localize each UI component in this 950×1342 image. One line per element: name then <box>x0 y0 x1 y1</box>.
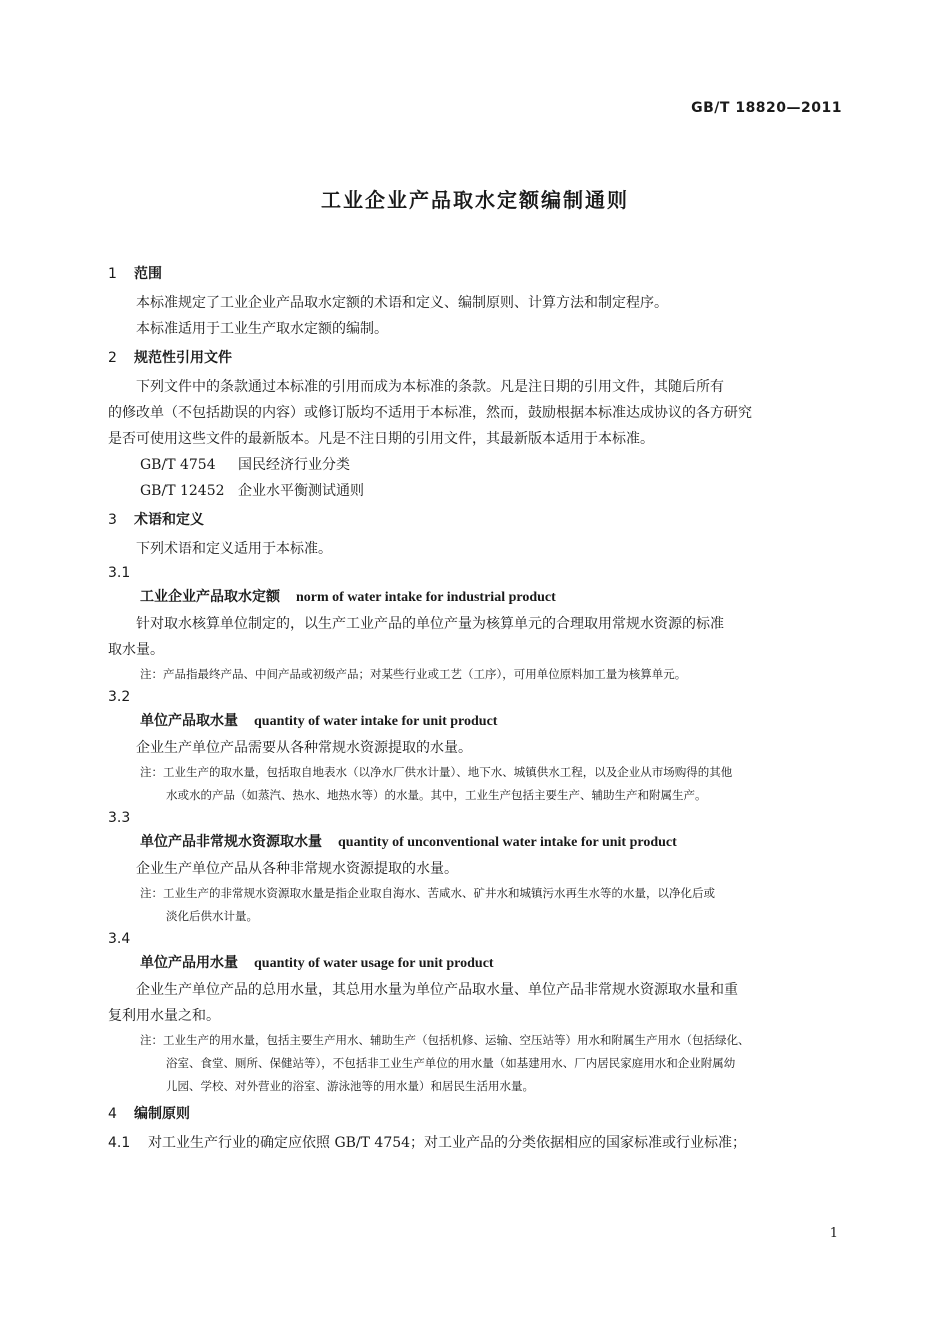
section-title: 规范性引用文件 <box>134 350 232 366</box>
term-chinese: 单位产品用水量 <box>140 955 238 971</box>
reference-item <box>108 478 843 504</box>
term-english: quantity of water intake for unit product <box>254 714 498 729</box>
standard-code: GB/T 18820—2011 <box>691 100 842 116</box>
term-note: 注：工业生产的取水量，包括取自地表水（以净水厂供水计量）、地下水、城镇供水工程，以及企业从市场购得的其他 <box>140 765 733 779</box>
term-definition: 企业生产单位产品的总用水量，其总用水量为单位产品取水量、单位产品非常规水资源取水量和重 <box>136 982 738 998</box>
term-note: 儿园、学校、对外营业的浴室、游泳池等的用水量）和居民生活用水量。 <box>166 1079 534 1093</box>
term-chinese: 单位产品取水量 <box>140 713 238 729</box>
term-english: quantity of unconventional water intake for unit product <box>338 835 677 850</box>
section-number: 2 <box>108 350 117 366</box>
term-note: 注：工业生产的非常规水资源取水量是指企业取自海水、苦咸水、矿井水和城镇污水再生水等的水量，以净化后或 <box>140 886 715 900</box>
term-number: 3.1 <box>108 565 131 581</box>
paragraph: 下列术语和定义适用于本标准。 <box>136 541 332 557</box>
term-chinese: 工业企业产品取水定额 <box>140 589 280 605</box>
term-definition: 取水量。 <box>108 642 164 658</box>
term-definition: 企业生产单位产品需要从各种常规水资源提取的水量。 <box>136 740 472 756</box>
page-number: 1 <box>829 1226 838 1241</box>
section-number: 4 <box>108 1106 117 1122</box>
clause-number: 4.1 <box>108 1135 131 1151</box>
term-heading <box>108 950 843 977</box>
term-note: 浴室、食堂、厕所、保健站等），不包括非工业生产单位的用水量（如基建用水、厂内居民家庭用水和企业附属幼 <box>166 1056 736 1070</box>
reference-code: GB/T 4754 <box>140 457 216 473</box>
term-note: 注：工业生产的用水量，包括主要生产用水、辅助生产（包括机修、运输、空压站等）用水和附属生产用水（包括绿化、 <box>140 1033 750 1047</box>
term-heading <box>108 829 843 856</box>
term-chinese: 单位产品非常规水资源取水量 <box>140 834 322 850</box>
term-english: norm of water intake for industrial product <box>296 590 556 605</box>
term-definition: 复利用水量之和。 <box>108 1008 220 1024</box>
term-note: 水或水的产品（如蒸汽、热水、地热水等）的水量。其中，工业生产包括主要生产、辅助生产和附属生产。 <box>166 788 707 802</box>
section-4-heading <box>108 1102 843 1126</box>
reference-title: 企业水平衡测试通则 <box>238 483 364 499</box>
term-heading <box>108 584 843 611</box>
term-heading <box>108 708 843 735</box>
term-note: 注：产品指最终产品、中间产品或初级产品；对某些行业或工艺（工序），可用单位原料加工量为核算单元。 <box>140 667 687 681</box>
paragraph-line: 下列文件中的条款通过本标准的引用而成为本标准的条款。凡是注日期的引用文件，其随后所有 <box>136 379 724 395</box>
reference-code: GB/T 12452 <box>140 483 225 499</box>
document-body <box>108 262 843 1156</box>
document-title: 工业企业产品取水定额编制通则 <box>321 188 629 212</box>
clause <box>108 1130 843 1156</box>
section-title: 范围 <box>134 266 162 282</box>
term-note: 淡化后供水计量。 <box>166 909 258 923</box>
paragraph-line: 是否可使用这些文件的最新版本。凡是不注日期的引用文件，其最新版本适用于本标准。 <box>108 431 654 447</box>
clause-text: 对工业生产行业的确定应依照 GB/T 4754；对工业产品的分类依据相应的国家标准或行业标准； <box>148 1135 747 1151</box>
term-number: 3.3 <box>108 810 131 826</box>
term-number: 3.4 <box>108 931 131 947</box>
term-number: 3.2 <box>108 689 131 705</box>
paragraph: 本标准规定了工业企业产品取水定额的术语和定义、编制原则、计算方法和制定程序。 <box>136 295 668 311</box>
section-number: 1 <box>108 266 117 282</box>
reference-title: 国民经济行业分类 <box>238 457 350 473</box>
paragraph-line: 的修改单（不包括勘误的内容）或修订版均不适用于本标准，然而，鼓励根据本标准达成协议的各方研究 <box>108 405 752 421</box>
term-definition: 针对取水核算单位制定的，以生产工业产品的单位产量为核算单元的合理取用常规水资源的标准 <box>136 616 724 632</box>
section-1-heading <box>108 262 843 286</box>
section-number: 3 <box>108 512 117 528</box>
reference-item <box>108 452 843 478</box>
section-2-heading <box>108 346 843 370</box>
paragraph: 本标准适用于工业生产取水定额的编制。 <box>136 321 388 337</box>
section-title: 术语和定义 <box>134 512 204 528</box>
section-title: 编制原则 <box>134 1106 190 1122</box>
term-definition: 企业生产单位产品从各种非常规水资源提取的水量。 <box>136 861 458 877</box>
term-english: quantity of water usage for unit product <box>254 956 494 971</box>
section-3-heading <box>108 508 843 532</box>
